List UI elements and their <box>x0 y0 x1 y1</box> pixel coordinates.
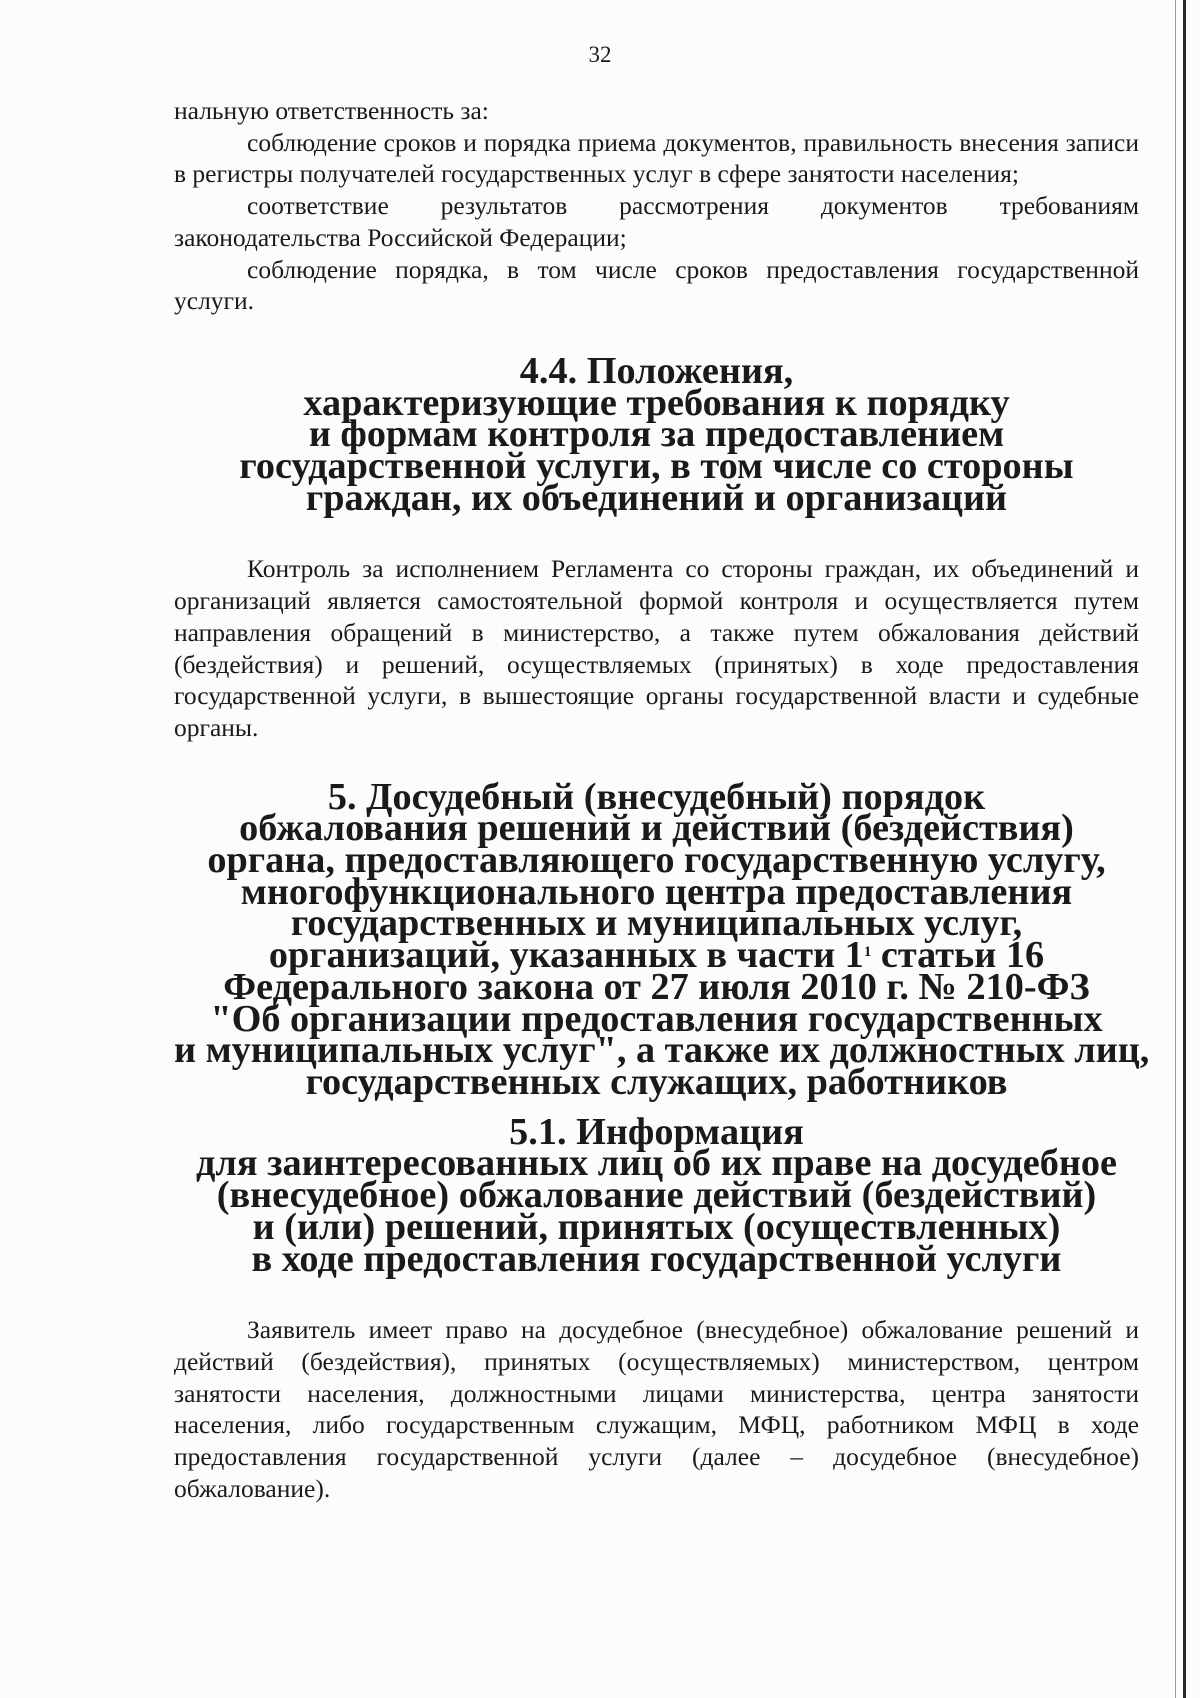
intro-paragraph-compliance: соответствие результатов рассмотрения документов требованиям законодательства Российской Федерации; <box>174 191 1139 252</box>
heading-line: характеризующие требования к порядку <box>303 381 1010 424</box>
heading-line: государственных и муниципальных услуг, <box>290 902 1023 945</box>
heading-line: и муниципальных услуг", а также их должностных лиц, <box>174 1029 1150 1072</box>
page-number: 32 <box>588 42 612 67</box>
heading-line: 5.1. Информация <box>509 1110 804 1153</box>
heading-line: (внесудебное) обжалование действий (бездействий) <box>216 1174 1097 1217</box>
heading-line: многофункционального центра предоставления <box>240 870 1073 913</box>
heading-line: Федерального закона от 27 июля 2010 г. № 210-ФЗ <box>223 965 1090 1008</box>
heading-line: и (или) решений, принятых (осуществленных) <box>252 1205 1061 1248</box>
heading-line: 4.4. Положения, <box>519 349 794 392</box>
heading-line: государственных служащих, работников <box>305 1060 1008 1103</box>
heading-line: в ходе предоставления государственной услуги <box>251 1237 1062 1280</box>
heading-line: для заинтересованных лиц об их праве на досудебное <box>196 1142 1117 1185</box>
heading-line: органа, предоставляющего государственную услугу, <box>207 839 1106 882</box>
heading-line: граждан, их объединений и организаций <box>305 476 1008 519</box>
heading-line: и формам контроля за предоставлением <box>308 413 1005 456</box>
intro-paragraph-deadlines: соблюдение сроков и порядка приема документов, правильность внесения записи в регистры получателей государственных услуг в сфере занятости населения; <box>174 127 1139 189</box>
section-4-4-paragraph: Контроль за исполнением Регламента со стороны граждан, их объединений и организаций является самостоятельной формой контроля и осуществляется путем направления обращений в министерство, а также путем обжалования действий (бездействия) и решений, осуществляемых (принятых) в ходе предоставления государственной услуги, в вышестоящие органы государственной власти и судебные органы. <box>174 554 1139 742</box>
heading-line-text: статьи 16 <box>871 934 1045 977</box>
intro-paragraph-procedure: соблюдение порядка, в том числе сроков предоставления государственной услуги. <box>174 254 1139 316</box>
scan-edge-line <box>1175 0 1176 1698</box>
section-4-4-heading <box>174 349 1139 519</box>
scan-edge-border <box>1183 0 1186 1698</box>
heading-line: "Об организации предоставления государственных <box>210 997 1103 1040</box>
intro-paragraph-continuation: нальную ответственность за: <box>174 96 489 125</box>
superscript: 1 <box>863 944 872 961</box>
heading-line: обжалования решений и действий (бездействия) <box>239 807 1074 850</box>
heading-line: 5. Досудебный (внесудебный) порядок <box>327 775 986 818</box>
heading-line: государственной услуги, в том числе со стороны <box>239 445 1074 488</box>
document-body <box>174 95 1150 1504</box>
section-5-1-paragraph: Заявитель имеет право на досудебное (внесудебное) обжалование решений и действий (бездействия), принятых (осуществляемых) министерством, центром занятости населения, должностными лицами министерства, центра занятости населения, либо государственным служащим, МФЦ, работником МФЦ в ходе предоставления государственной услуги (далее – досудебное (внесудебное) обжалование). <box>174 1315 1139 1503</box>
section-5-1-heading <box>174 1110 1139 1280</box>
heading-line-text: организаций, указанных в части 1 <box>268 934 864 977</box>
section-5-heading <box>174 775 1150 1103</box>
